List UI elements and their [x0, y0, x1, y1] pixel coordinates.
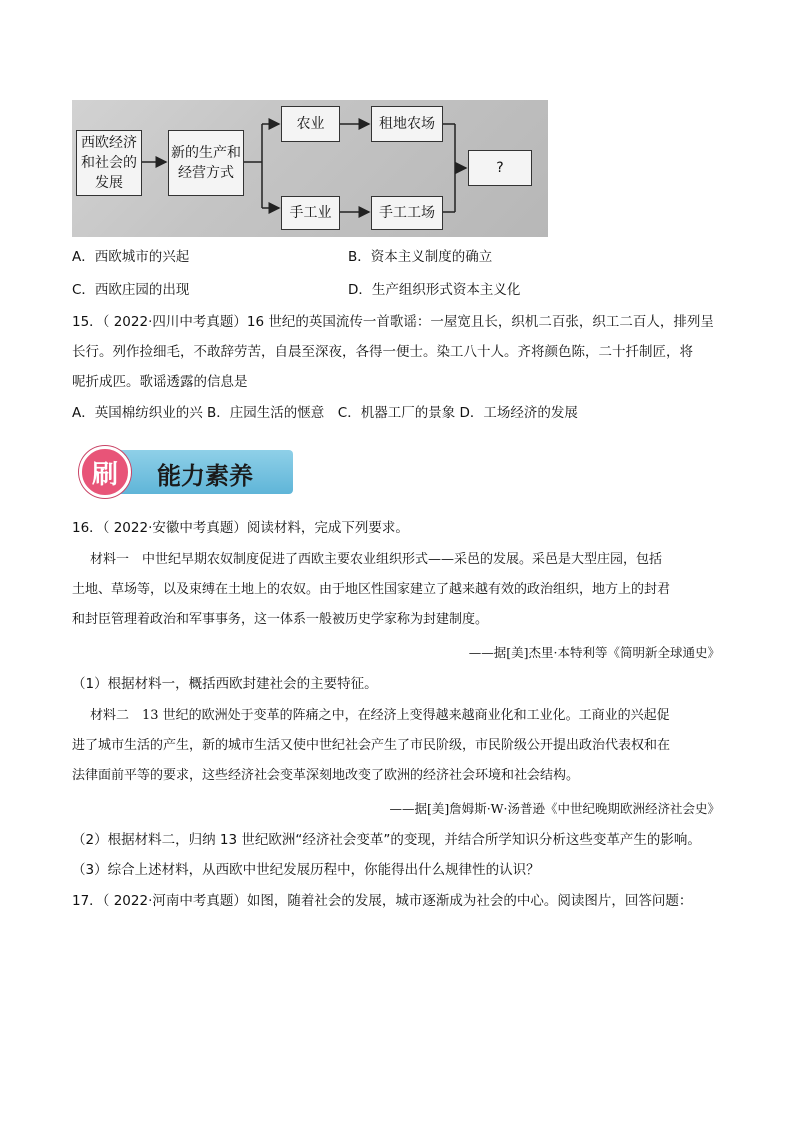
flow-box-workshop-label: 手工工场 — [379, 205, 435, 221]
flow-box-agri-label: 农业 — [296, 116, 325, 132]
q16-material1-source: ——据[美]杰里·本特利等《简明新全球通史》 — [468, 645, 720, 660]
banner-badge: 刷 — [79, 446, 131, 498]
q16-subquestion-2: （2）根据材料二，归纳 13 世纪欧洲“经济社会变革”的变现，并结合所学知识分析这些变革产生的影响。 — [72, 832, 701, 848]
q16-subquestion-1: （1）根据材料一，概括西欧封建社会的主要特征。 — [72, 676, 378, 692]
q14-option-d: D．生产组织形式资本主义化 — [348, 282, 521, 298]
q15-options: A．英国棉纺织业的兴 B．庄园生活的惬意 C．机器工厂的景象 D．工场经济的发展 — [72, 405, 578, 421]
flow-box-main — [76, 130, 142, 196]
flow-box-unknown — [468, 150, 532, 186]
q16-material2-line2: 进了城市生活的产生，新的城市生活又使中世纪社会产生了市民阶级，市民阶级公开提出政治代表权和在 — [72, 738, 671, 753]
q15-stem-line2: 长行。列作捡细毛，不敢辞劳苦，自晨至深夜，各得一便士。染工八十人。齐将颜色陈，二十扦制匠，将 — [72, 344, 693, 360]
flow-box-agri — [281, 106, 340, 142]
flow-box-unknown-label: ? — [496, 160, 504, 176]
q16-material2-source: ——据[美]詹姆斯·W·汤普逊《中世纪晚期欧洲经济社会史》 — [389, 801, 720, 816]
flow-box-farm — [371, 106, 443, 142]
q15-stem-line3: 呢折成匹。歌谣透露的信息是 — [72, 374, 248, 390]
q16-material2-line1: 材料二 13 世纪的欧洲处于变革的阵痛之中，在经济上变得越来越商业化和工业化。工商业的兴起促 — [90, 708, 670, 723]
flow-box-new-label: 新的生产和经营方式 — [171, 145, 241, 181]
q16-material1-line2: 土地、草场等，以及束缚在土地上的农奴。由于地区性国家建立了越来越有效的政治组织，地方上的封君 — [72, 582, 671, 597]
flow-box-workshop — [371, 196, 443, 230]
flow-box-main-label: 西欧经济和社会的发展 — [81, 135, 137, 191]
flow-box-craft — [281, 196, 340, 230]
q16-stem: 16．（ 2022·安徽中考真题）阅读材料，完成下列要求。 — [72, 520, 409, 536]
flow-box-farm-label: 租地农场 — [379, 116, 435, 132]
q16-material1-line3: 和封臣管理着政治和军事事务，这一体系一般被历史学家称为封建制度。 — [72, 612, 489, 627]
flow-box-craft-label: 手工业 — [289, 205, 332, 221]
q17-stem: 17．（ 2022·河南中考真题）如图，随着社会的发展，城市逐渐成为社会的中心。阅读图片，回答问题： — [72, 893, 693, 909]
q16-material2-line3: 法律面前平等的要求，这些经济社会变革深刻地改变了欧洲的经济社会环境和社会结构。 — [72, 768, 580, 783]
q16-material1-line1: 材料一 中世纪早期农奴制度促进了西欧主要农业组织形式——采邑的发展。采邑是大型庄园，包括 — [90, 552, 663, 567]
flowchart-image — [72, 100, 548, 237]
q14-option-c: C．西欧庄园的出现 — [72, 282, 190, 298]
q16-subquestion-3: （3）综合上述材料，从西欧中世纪发展历程中，你能得出什么规律性的认识？ — [72, 862, 540, 878]
q14-option-b: B．资本主义制度的确立 — [348, 249, 493, 265]
banner-title: 能力素养 — [157, 462, 253, 490]
flow-box-new — [168, 130, 244, 196]
q14-option-a: A．西欧城市的兴起 — [72, 249, 190, 265]
section-banner — [79, 446, 293, 498]
q15-stem-line1: 15．（ 2022·四川中考真题）16 世纪的英国流传一首歌谣：一屋宽且长，织机二百张，织工二百人，排列呈 — [72, 314, 714, 330]
